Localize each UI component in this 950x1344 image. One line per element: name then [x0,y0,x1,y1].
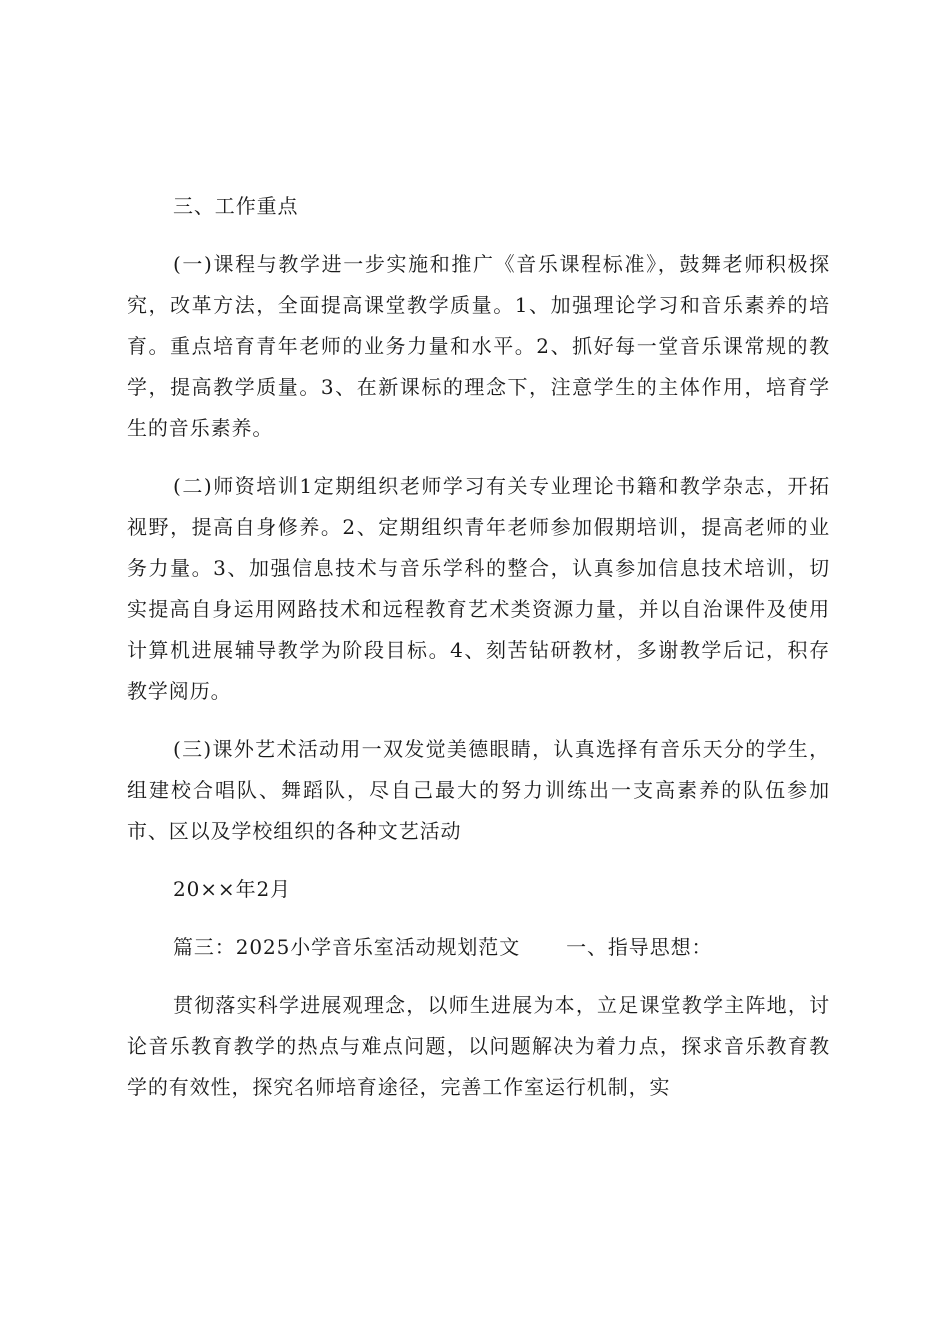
paragraph-extracurricular: (三)课外艺术活动用一双发觉美德眼睛，认真选择有音乐天分的学生，组建校合唱队、舞蹈队，尽自己最大的努力训练出一支高素养的队伍参加市、区以及学校组织的各种文艺活动 [127,737,830,843]
document-date: 20××年2月 [173,877,291,901]
section-title-line [127,927,830,968]
document-body [127,186,830,1125]
section-subheading: 一、指导思想： [566,935,713,959]
section-title: 篇三：2025小学音乐室活动规划范文 [173,935,521,959]
paragraph-curriculum: (一)课程与教学进一步实施和推广《音乐课程标准》，鼓舞老师积极探究，改革方法，全面提高课堂教学质量。1、加强理论学习和音乐素养的培育。重点培育青年老师的业务力量和水平。2、抓好每一堂音乐课常规的教学，提高教学质量。3、在新课标的理念下，注意学生的主体作用，培育学生的音乐素养。 [127,252,830,440]
paragraph-guiding-ideology: 贯彻落实科学进展观理念，以师生进展为本，立足课堂教学主阵地，讨论音乐教育教学的热点与难点问题，以问题解决为着力点，探求音乐教育教学的有效性，探究名师培育途径，完善工作室运行机制，实 [127,993,830,1099]
section-heading: 三、工作重点 [173,194,299,218]
paragraph-teacher-training: (二)师资培训1定期组织老师学习有关专业理论书籍和教学杂志，开拓视野，提高自身修养。2、定期组织青年老师参加假期培训，提高老师的业务力量。3、加强信息技术与音乐学科的整合，认真参加信息技术培训，切实提高自身运用网路技术和远程教育艺术类资源力量，并以自治课件及使用计算机进展辅导教学为阶段目标。4、刻苦钻研教材，多谢教学后记，积存教学阅历。 [127,474,830,703]
